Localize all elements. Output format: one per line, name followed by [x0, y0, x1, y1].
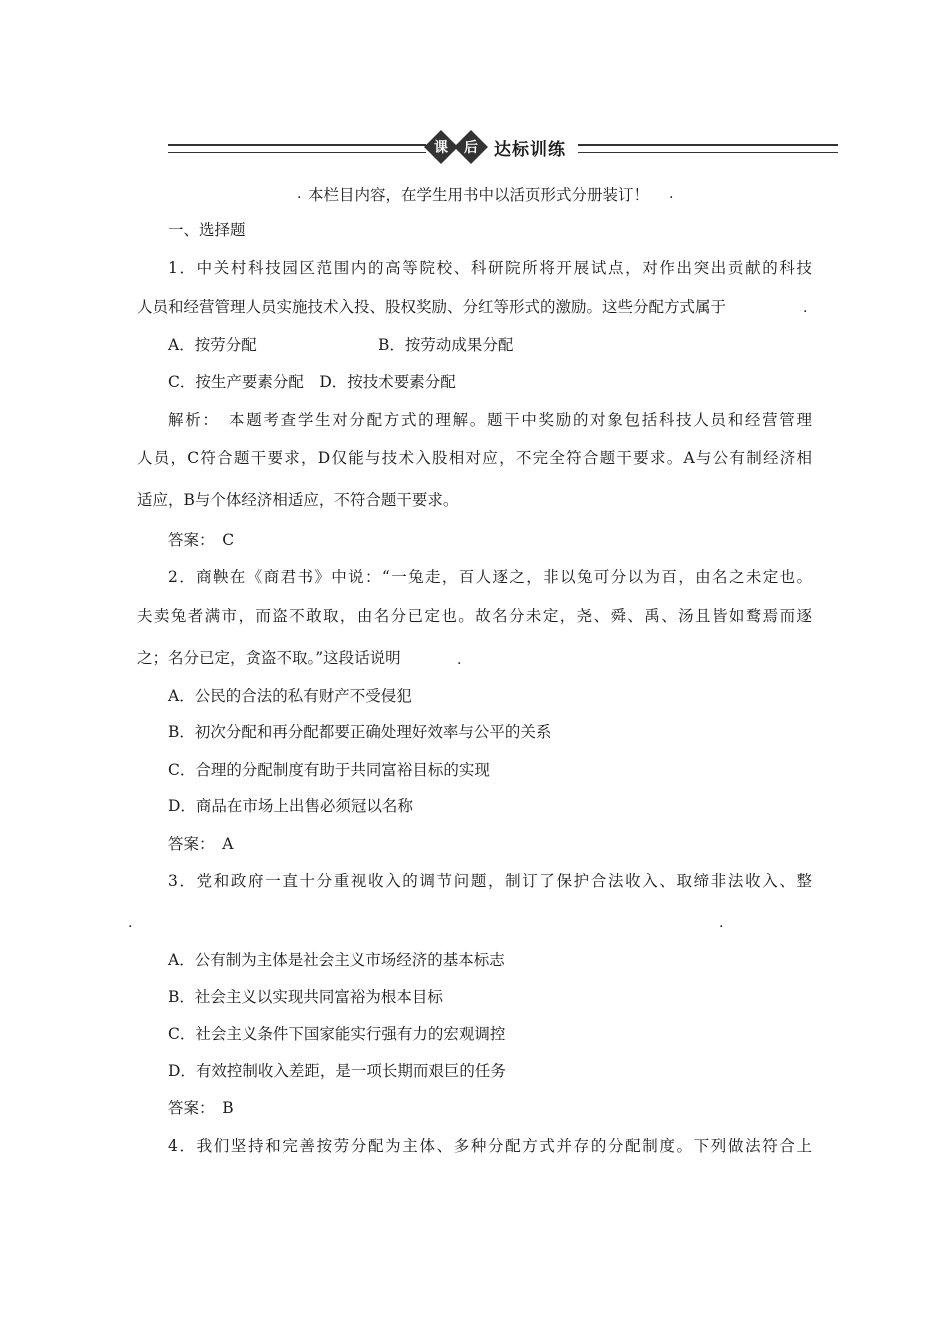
q1-stem-line1: 1．中关村科技园区范围内的高等院校、科研院所将开展试点，对作出突出贡献的科技 [168, 259, 812, 277]
q3-answer: 答案： B [168, 1099, 234, 1117]
header-icon-char: 课 [434, 140, 448, 156]
answer-blank-dot: . [803, 300, 808, 316]
marker-dot: . [297, 186, 302, 202]
marker-dot: . [669, 186, 674, 202]
header-icon-hou [454, 130, 488, 164]
q3-stem-line1: 3．党和政府一直十分重视收入的调节问题，制订了保护合法收入、取缔非法收入、整 [168, 872, 812, 890]
header-badge [426, 132, 578, 162]
marker-dot: . [719, 915, 724, 931]
q2-option-c: C．合理的分配制度有助于共同富裕目标的实现 [168, 761, 490, 779]
q2-stem-line1: 2．商鞅在《商君书》中说：“一兔走，百人逐之，非以兔可分以为百，由名之未定也。 [168, 568, 812, 586]
header-title: 达标训练 [494, 139, 566, 160]
section-heading: 一、选择题 [168, 221, 246, 239]
marker-dot: . [128, 915, 133, 931]
notice-text: 本栏目内容，在学生用书中以活页形式分册装订！ [308, 186, 650, 204]
q2-stem-line2: 夫卖兔者满市，而盗不敢取，由名分已定也。故名分未定，尧、舜、禹、汤且皆如鹜焉而逐 [137, 607, 812, 625]
q3-option-a: A．公有制为主体是社会主义市场经济的基本标志 [168, 951, 505, 969]
q2-option-a: A．公民的合法的私有财产不受侵犯 [168, 687, 412, 705]
q2-answer: 答案： A [168, 835, 234, 853]
q1-option-cd: C．按生产要素分配 D．按技术要素分配 [168, 373, 456, 391]
q2-stem-line3: 之；名分已定，贪盗不取。”这段话说明 [137, 649, 401, 667]
q4-stem-line1: 4．我们坚持和完善按劳分配为主体、多种分配方式并存的分配制度。下列做法符合上 [168, 1137, 812, 1155]
header-icon-char: 后 [464, 140, 478, 156]
q3-option-d: D．有效控制收入差距，是一项长期而艰巨的任务 [168, 1062, 506, 1080]
section-header [168, 130, 838, 166]
header-rule-left [168, 144, 426, 153]
q3-option-c: C．社会主义条件下国家能实行强有力的宏观调控 [168, 1025, 506, 1043]
header-rule-right [578, 144, 838, 153]
q1-analysis-line1: 解析： 本题考查学生对分配方式的理解。题干中奖励的对象包括科技人员和经营管理 [168, 411, 812, 429]
q3-option-b: B．社会主义以实现共同富裕为根本目标 [168, 988, 443, 1006]
q2-option-d: D．商品在市场上出售必须冠以名称 [168, 797, 413, 815]
q1-answer: 答案： C [168, 531, 235, 549]
header-icon-ke [424, 130, 458, 164]
q1-stem-line2: 人员和经营管理人员实施技术入投、股权奖励、分红等形式的激励。这些分配方式属于 [137, 298, 727, 316]
q1-analysis-line3: 适应，B与个体经济相适应，不符合题干要求。 [137, 491, 459, 509]
q1-option-b: B．按劳动成果分配 [378, 336, 514, 354]
q2-option-b: B．初次分配和再分配都要正确处理好效率与公平的关系 [168, 723, 552, 741]
answer-blank-dot: . [457, 652, 462, 668]
q1-option-a: A．按劳分配 [168, 336, 257, 354]
q1-analysis-line2: 人员，C符合题干要求，D仅能与技术入股相对应，不完全符合题干要求。A与公有制经济相 [137, 449, 812, 467]
